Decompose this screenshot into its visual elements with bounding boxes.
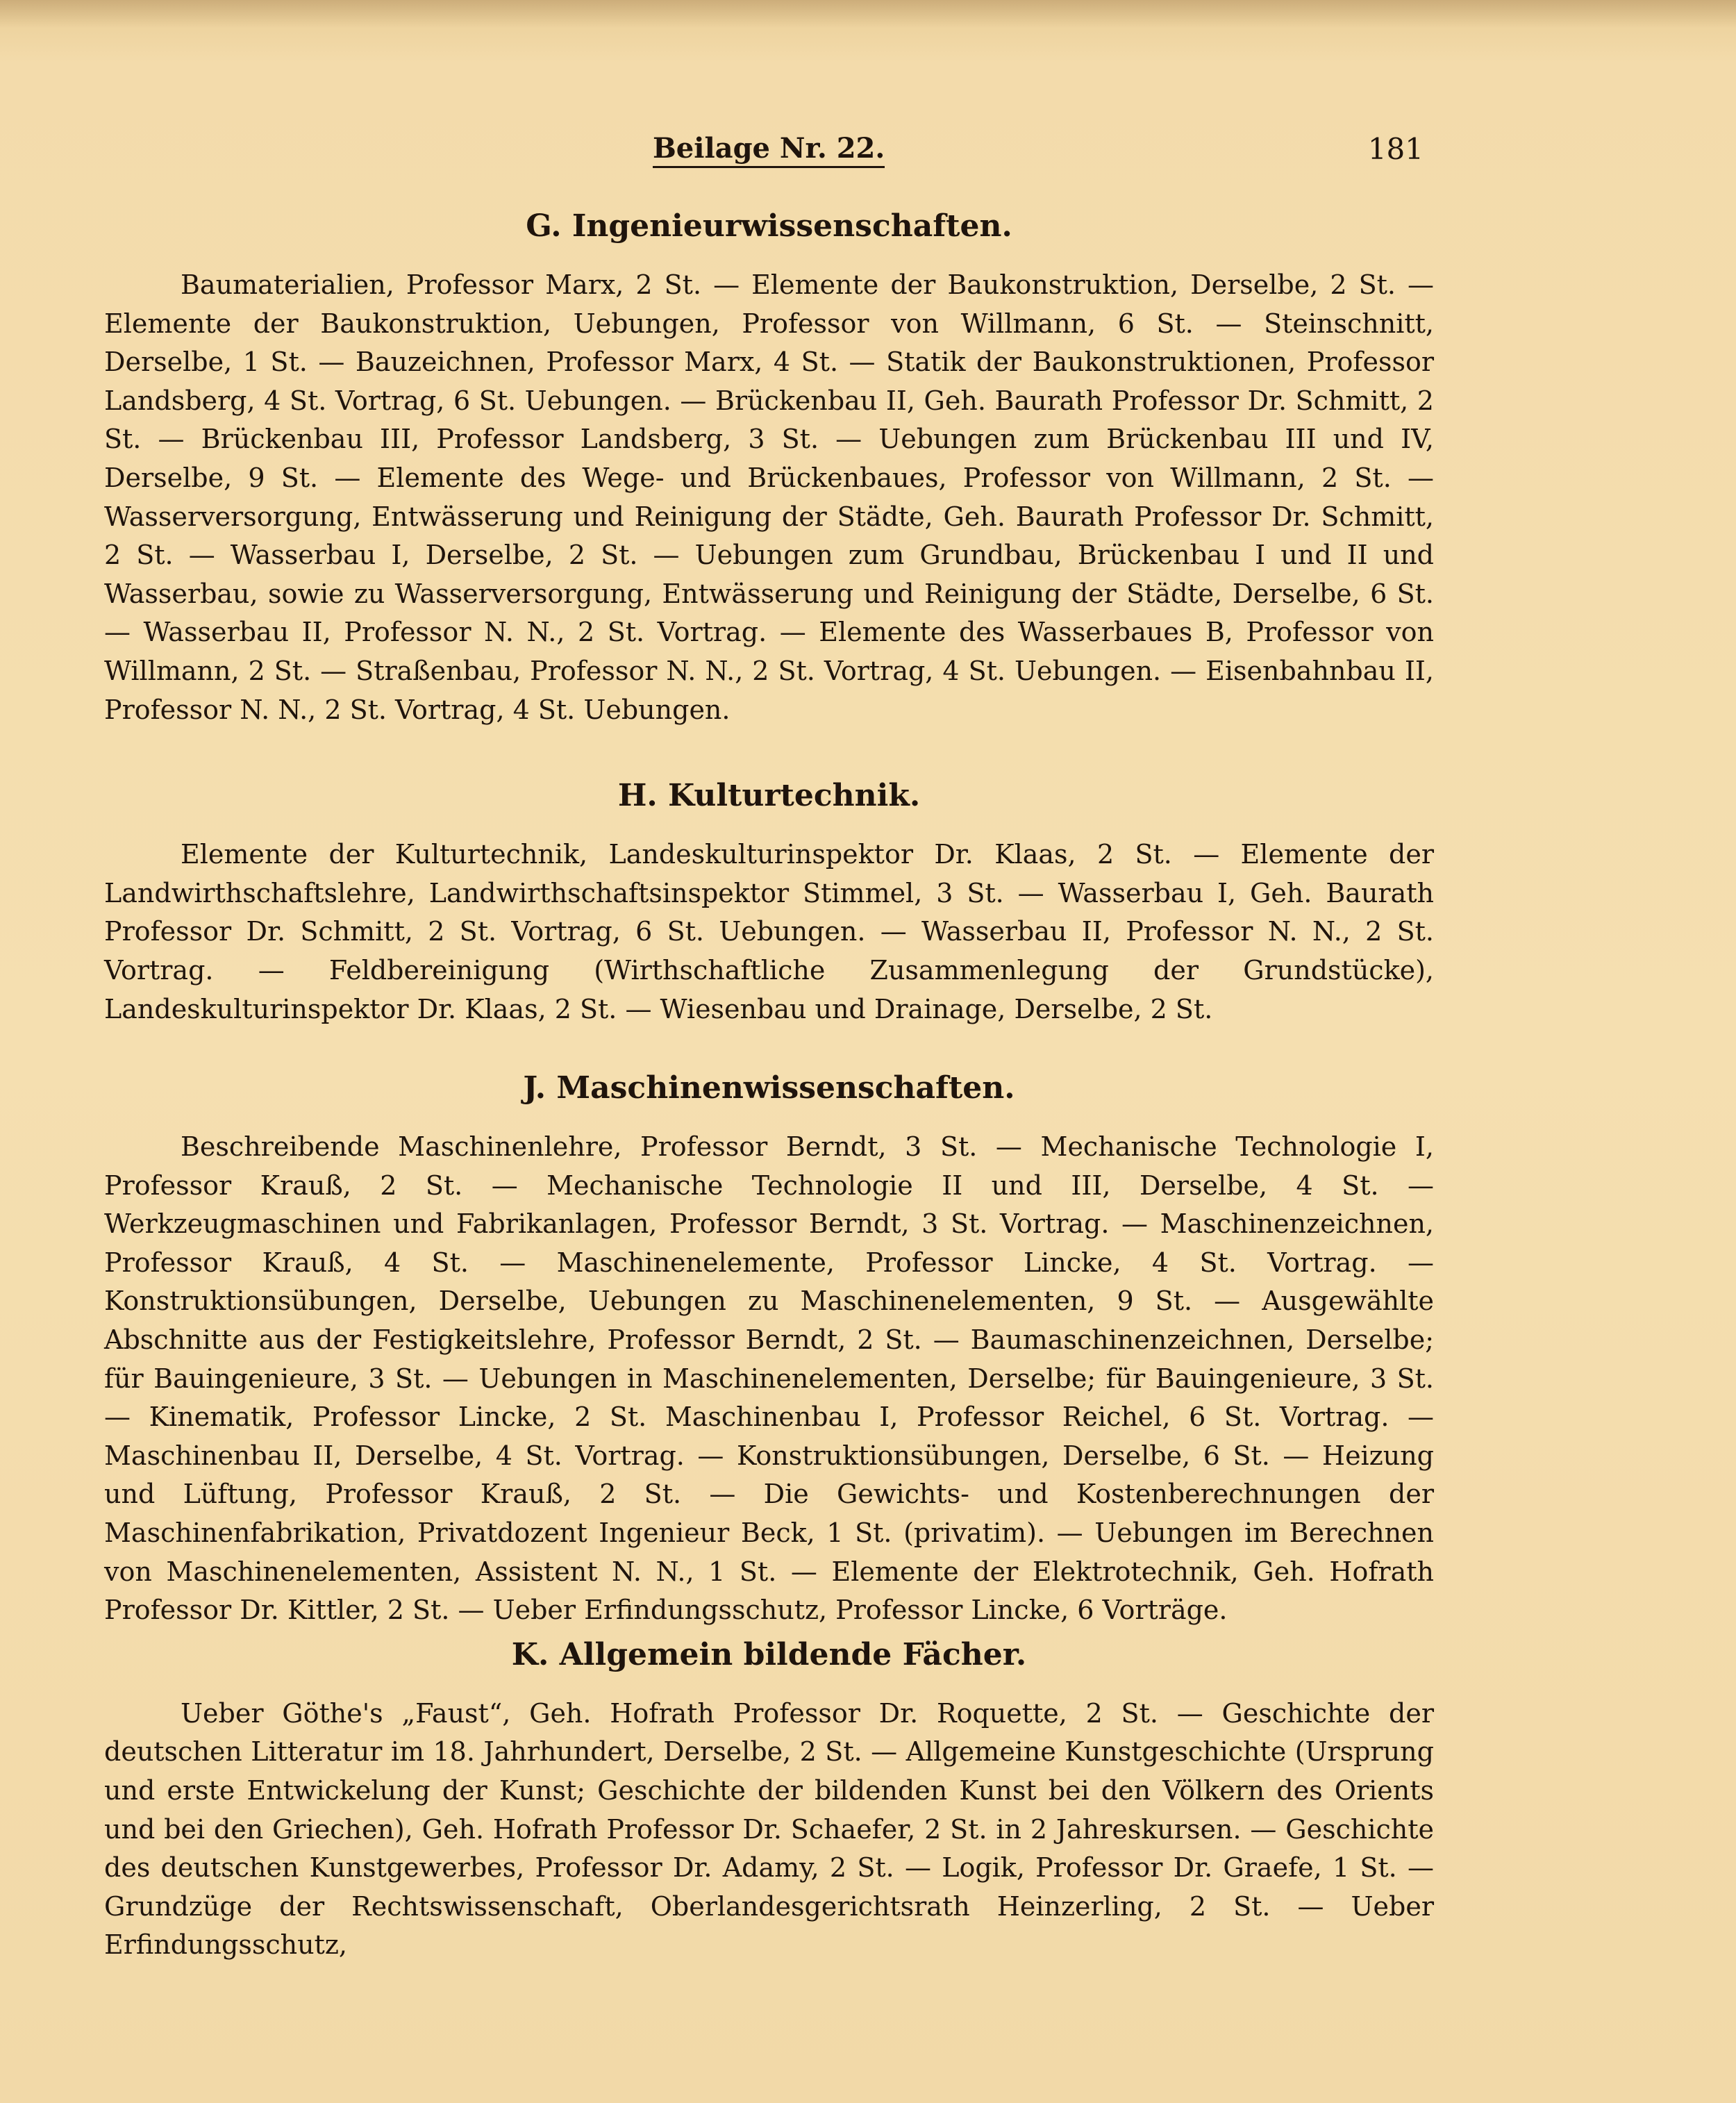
section-body: Baumaterialien, Professor Marx, 2 St. — Elemente der Baukonstruktion, Derselbe, 2 St. — Elemente der Baukonstruktion, Uebungen, Professor von Willmann, 6 St. — Steinschnitt, Derselbe, 1 St. — Bauzeichnen, Professor Marx, 4 St. — Statik der Baukonstruktionen, Professor Landsberg, 4 St. Vortrag, 6 St. Uebungen. — Brückenbau II, Geh. Baurath Professor Dr. Schmitt, 2 St. — Brückenbau III, Professor Landsberg, 3 St. — Uebungen zum Brückenbau III und IV, Derselbe, 9 St. — Elemente des Wege- und Brückenbaues, Professor von Willmann, 2 St. — Wasserversorgung, Entwässerung und Reinigung der Städte, Geh. Baurath Professor Dr. Schmitt, 2 St. — Wasserbau I, Derselbe, 2 St. — Uebungen zum Grundbau, Brückenbau I und II und Wasserbau, sowie zu Wasserversorgung, Entwässerung und Reinigung der Städte, Derselbe, 6 St. — Wasserbau II, Professor N. N., 2 St. Vortrag. — Elemente des Wasserbaues B, Professor von Willmann, 2 St. — Straßenbau, Professor N. N., 2 St. Vortrag, 4 St. Uebungen. — Eisenbahnbau II, Professor N. N., 2 St. Vortrag, 4 St. Uebungen. — [104, 269, 1434, 725]
section-heading: K. Allgemein bildende Fächer. — [511, 1636, 1027, 1672]
section-h — [104, 778, 1434, 1029]
section-heading: H. Kulturtechnik. — [617, 778, 921, 814]
page-content — [104, 208, 1434, 1965]
section-j — [104, 1070, 1434, 1630]
supplement-title: Beilage Nr. 22. — [653, 132, 885, 168]
section-heading: J. Maschinenwissenschaften. — [523, 1070, 1015, 1106]
section-k — [104, 1637, 1434, 1965]
section-heading: G. Ingenieurwissenschaften. — [526, 208, 1012, 244]
section-body: Beschreibende Maschinenlehre, Professor Berndt, 3 St. — Mechanische Technologie I, Professor Krauß, 2 St. — Mechanische Technologie II und III, Derselbe, 4 St. — Werkzeugmaschinen und Fabrikanlagen, Professor Berndt, 3 St. Vortrag. — Maschinenzeichnen, Professor Krauß, 4 St. — Maschinenelemente, Professor Lincke, 4 St. Vortrag. — Konstruktionsübungen, Derselbe, Uebungen zu Maschinenelementen, 9 St. — Ausgewählte Abschnitte aus der Festigkeitslehre, Professor Berndt, 2 St. — Baumaschinenzeichnen, Derselbe; für Bauingenieure, 3 St. — Uebungen in Maschinenelementen, Derselbe; für Bauingenieure, 3 St. — Kinematik, Professor Lincke, 2 St. Maschinenbau I, Professor Reichel, 6 St. Vortrag. — Maschinenbau II, Derselbe, 4 St. Vortrag. — Konstruktionsübungen, Derselbe, 6 St. — Heizung und Lüftung, Professor Krauß, 2 St. — Die Gewichts- und Kostenberechnungen der Maschinenfabrikation, Privatdozent Ingenieur Beck, 1 St. (privatim). — Uebungen im Berechnen von Maschinenelementen, Assistent N. N., 1 St. — Elemente der Elektrotechnik, Geh. Hofrath Professor Dr. Kittler, 2 St. — Ueber Erfindungsschutz, Professor Lincke, 6 Vorträge. — [104, 1131, 1434, 1626]
section-body: Ueber Göthe's „Faust“, Geh. Hofrath Professor Dr. Roquette, 2 St. — Geschichte der deutschen Litteratur im 18. Jahrhundert, Derselbe, 2 St. — Allgemeine Kunstgeschichte (Ursprung und erste Entwickelung der Kunst; Geschichte der bildenden Kunst bei den Völkern des Orients und bei den Griechen), Geh. Hofrath Professor Dr. Schaefer, 2 St. in 2 Jahreskursen. — Geschichte des deutschen Kunstgewerbes, Professor Dr. Adamy, 2 St. — Logik, Professor Dr. Graefe, 1 St. — Grundzüge der Rechtswissenschaft, Oberlandesgerichtsrath Heinzerling, 2 St. — Ueber Erfindungsschutz, — [104, 1697, 1434, 1961]
page-edge-shadow — [0, 0, 1736, 28]
section-g — [104, 208, 1434, 729]
section-body: Elemente der Kulturtechnik, Landeskulturinspektor Dr. Klaas, 2 St. — Elemente der Landwirthschaftslehre, Landwirthschaftsinspektor Stimmel, 3 St. — Wasserbau I, Geh. Baurath Professor Dr. Schmitt, 2 St. Vortrag, 6 St. Uebungen. — Wasserbau II, Professor N. N., 2 St. Vortrag. — Feldbereinigung (Wirthschaftliche Zusammenlegung der Grundstücke), Landeskulturinspektor Dr. Klaas, 2 St. — Wiesenbau und Drainage, Derselbe, 2 St. — [104, 839, 1434, 1024]
page-number: 181 — [1367, 132, 1424, 166]
